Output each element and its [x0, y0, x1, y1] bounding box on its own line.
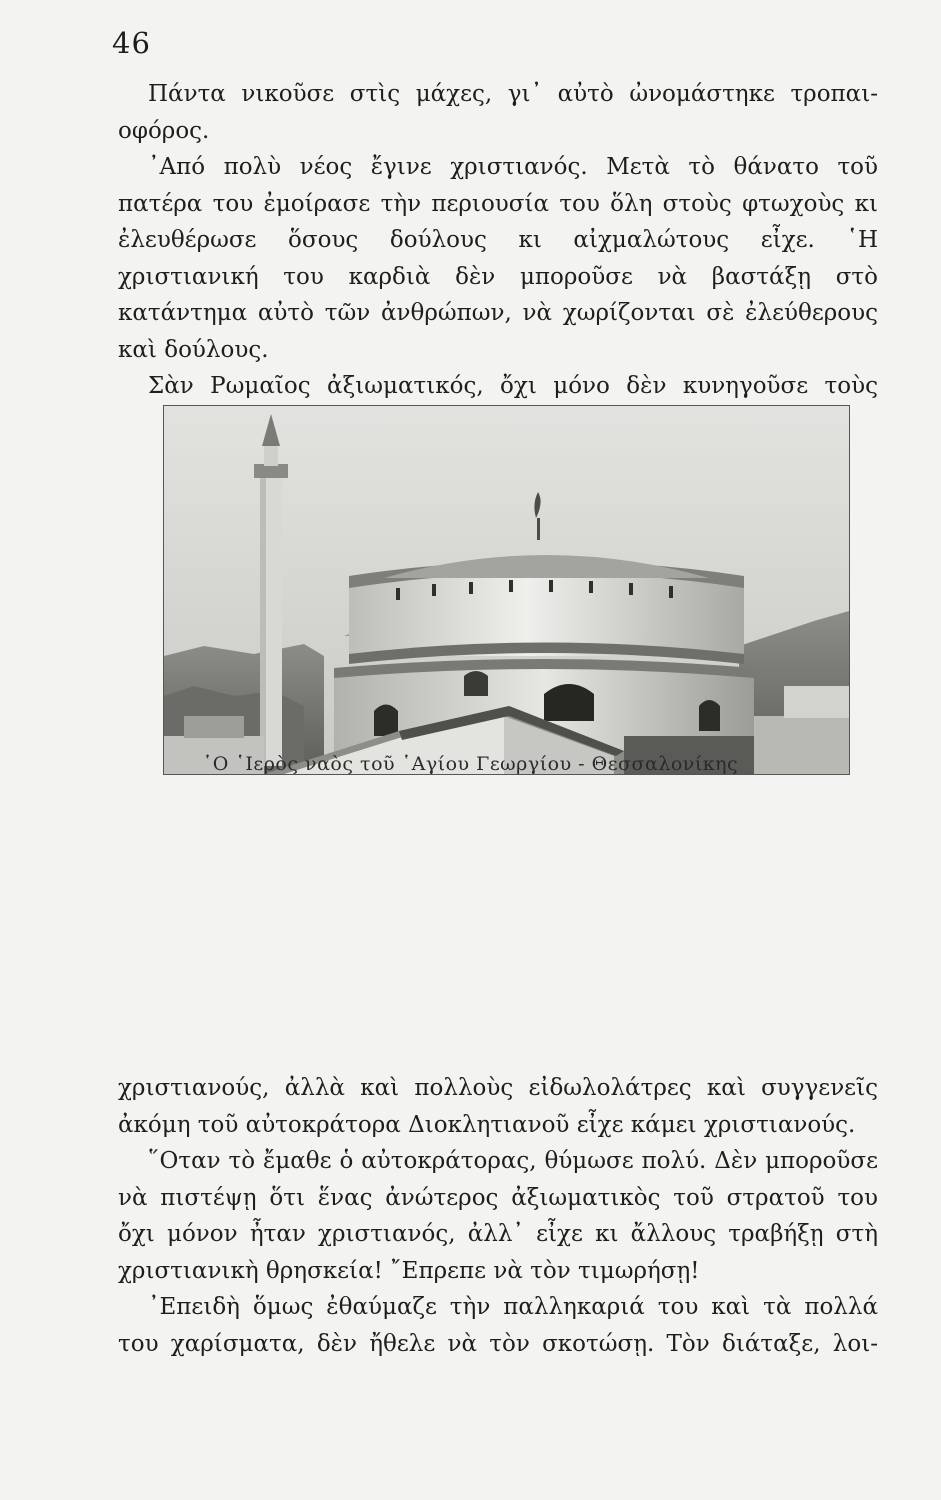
paragraph-roman-officer: Σὰν Ρωμαῖος ἀξιωματικός, ὄχι μόνο δὲν κυνηγοῦσε τοὺς	[148, 373, 878, 399]
paragraph-converted-many: χριστιανούς, ἀλλὰ καὶ πολλοὺς εἰδωλολάτρες καὶ συγγενεῖς ἀκόμη τοῦ αὐτοκράτορα Διοκλητιανοῦ εἶχε κάμει χριστιανούς.	[118, 1075, 878, 1138]
bottom-text-block	[118, 1070, 878, 1362]
paragraph-emperor-angry: ῞Οταν τὸ ἔμαθε ὁ αὐτοκράτορας, θύμωσε πολύ. Δὲν μποροῦσε νὰ πιστέψῃ ὅτι ἕνας ἀνώτερος ἀξιωματικὸς τοῦ στρατοῦ του ὄχι μόνον ἦταν χριστιανός, ἀλλ᾽ εἶχε κι ἄλλους τραβήξῃ στὴ χριστιανικὴ θρησκεία! ῎Επρεπε νὰ τὸν τιμωρήσῃ!	[118, 1148, 878, 1284]
figure-caption: ῾Ο ῾Ιερὸς ναὸς τοῦ ῾Αγίου Γεωργίου - Θεσσαλονίκης	[202, 753, 739, 775]
paragraph-admired-bravery: ᾽Επειδὴ ὅμως ἐθαύμαζε τὴν παλληκαριά του καὶ τὰ πολλά του χαρίσματα, δὲν ἤθελε νὰ τὸν σκοτώσῃ. Τὸν διάταξε, λοι-	[118, 1294, 878, 1357]
church-photograph	[163, 405, 850, 775]
top-text-block	[118, 76, 878, 405]
paragraph-tropaiophoros: Πάντα νικοῦσε στὶς μάχες, γι᾽ αὐτὸ ὠνομάστηκε τροπαι-οφόρος.	[118, 81, 878, 144]
page-number: 46	[112, 26, 151, 60]
paragraph-christian-youth: ᾽Από πολὺ νέος ἔγινε χριστιανός. Μετὰ τὸ θάνατο τοῦ πατέρα του ἐμοίρασε τὴν περιουσία του ὅλη στοὺς φτωχοὺς κι ἐλευθέρωσε ὅσους δούλους κι αἰχμαλώτους εἶχε. ῾Η χριστιανική του καρδιὰ δὲν μποροῦσε νὰ βαστάξῃ στὸ κατάντημα αὐτὸ τῶν ἀνθρώπων, νὰ χωρίζονται σὲ ἐλεύθερους καὶ δούλους.	[118, 154, 878, 363]
